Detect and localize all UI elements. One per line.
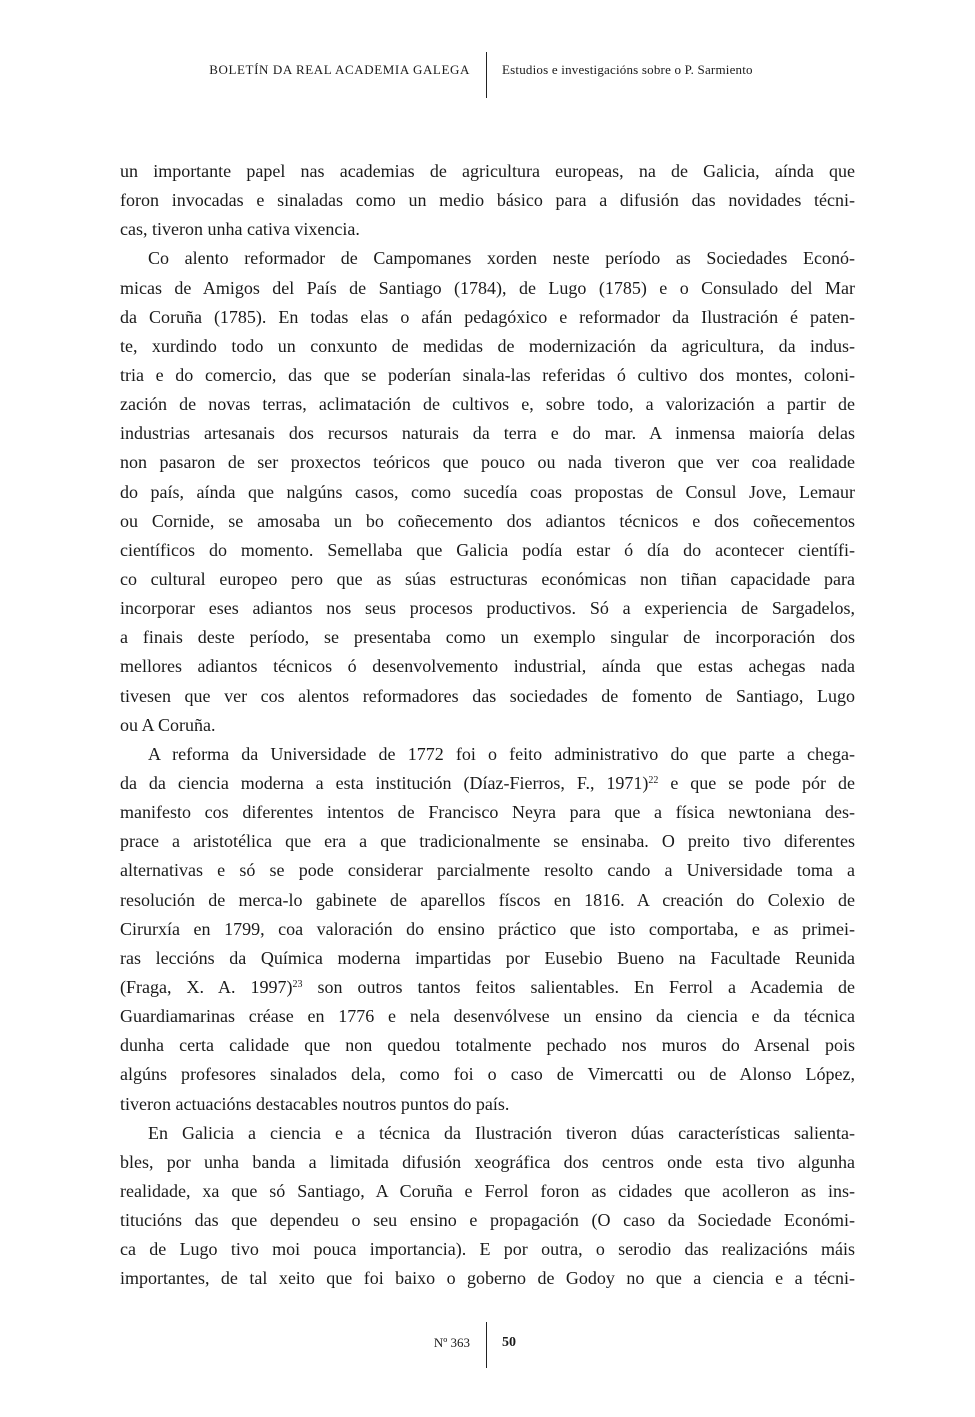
text-line [120, 448, 855, 477]
line-text: da da ciencia moderna a esta institución (Díaz-Fierros, F., 1971) [120, 772, 649, 793]
text-line [120, 507, 855, 536]
line-text: ou A Coruña. [120, 714, 216, 735]
line-text: Co alento reformador de Campomanes xorden neste período as Sociedades Econó- [148, 248, 855, 269]
text-line [120, 827, 855, 856]
text-line [120, 1235, 855, 1264]
text-line [120, 361, 855, 390]
text-line [120, 157, 855, 186]
line-text: industrias artesanais dos recursos naturais da terra e do mar. A inmensa maioría delas [120, 423, 855, 444]
line-text: dunha certa calidade que non quedou totalmente pechado nos muros do Arsenal pois [120, 1035, 855, 1056]
text-line [120, 1002, 855, 1031]
text-line [120, 303, 855, 332]
page-number: 50 [502, 1335, 516, 1350]
text-line [120, 1148, 855, 1177]
paragraph [120, 1119, 855, 1294]
line-text: e que se pode pór de [658, 772, 855, 793]
text-line [120, 332, 855, 361]
line-text: titucións das que dependeu o seu ensino e propagación (O caso da Sociedade Económi- [120, 1210, 855, 1231]
line-text: ou Cornide, se amosaba un bo coñecemento dos adiantos técnicos e dos coñecementos [120, 510, 855, 531]
text-line [120, 944, 855, 973]
text-line [120, 215, 855, 244]
text-line [120, 915, 855, 944]
text-line [120, 1119, 855, 1148]
line-text: co cultural europeo pero que as súas estructuras económicas non tiñan capacidade para [120, 568, 855, 589]
line-text: a finais deste período, se presentaba como un exemplo singular de incorporación dos [120, 627, 855, 648]
text-line [120, 711, 855, 740]
line-text: zación de novas terras, aclimatación de cultivos e, sobre todo, a valorización a partir de [120, 394, 855, 415]
text-line [120, 798, 855, 827]
text-line [120, 565, 855, 594]
line-text: algúns profesores sinalados dela, como foi o caso de Vimercatti ou de Alonso López, [120, 1064, 855, 1085]
line-text: tivesen que ver cos alentos reformadores das sociedades de fomento de Santiago, Lugo [120, 685, 855, 706]
text-line [120, 186, 855, 215]
line-text: importantes, de tal xeito que foi baixo o goberno de Godoy no que a ciencia e a técni- [120, 1268, 855, 1289]
text-line [120, 390, 855, 419]
line-text: tria e do comercio, das que se poderían sinala-las referidas ó cultivo dos montes, coloni- [120, 364, 855, 385]
paragraph [120, 740, 855, 1119]
line-text: realidade, xa que só Santiago, A Coruña e Ferrol foron as cidades que acolleron as ins- [120, 1180, 855, 1201]
line-text: un importante papel nas academias de agricultura europeas, na de Galicia, aínda que [120, 161, 855, 181]
paragraph [120, 244, 855, 739]
text-line [120, 886, 855, 915]
line-text: non pasaron de ser proxectos teóricos que pouco ou nada tiveron que ver coa realidade [120, 452, 855, 473]
line-text: Cirurxía en 1799, coa valoración do ensino práctico que isto comportaba, e as primei- [120, 918, 855, 939]
journal-title: BOLETÍN DA REAL ACADEMIA GALEGA [209, 62, 470, 77]
text-line [120, 652, 855, 681]
line-text: (Fraga, X. A. 1997) [120, 976, 293, 997]
header-divider [486, 52, 487, 98]
text-line [120, 1090, 855, 1119]
issue-number: Nº 363 [433, 1335, 470, 1350]
paragraph [120, 157, 855, 244]
line-text: incorporar eses adiantos nos seus procesos productivos. Só a experiencia de Sargadelos, [120, 598, 855, 619]
text-line [120, 682, 855, 711]
line-text: A reforma da Universidade de 1772 foi o feito administrativo do que parte a chega- [148, 743, 855, 764]
text-line [120, 274, 855, 303]
text-line [120, 740, 855, 769]
line-text: alternativas e só se pode considerar parcialmente resolto cando a Universidade toma a [120, 860, 855, 881]
line-text: Guardiamarinas créase en 1776 e nela desenvólvese un ensino da ciencia e da técnica [120, 1006, 855, 1027]
body-text [120, 157, 855, 1293]
line-text: do país, aínda que nalgúns casos, como sucedía coas propostas de Consul Jove, Lemaur [120, 481, 855, 502]
line-text: mellores adiantos técnicos ó desenvolvemento industrial, aínda que estas achegas nada [120, 656, 855, 677]
text-line [120, 1060, 855, 1089]
line-text: bles, por unha banda a limitada difusión xeográfica dos centros onde esta tivo algunha [120, 1151, 855, 1172]
text-line [120, 1031, 855, 1060]
text-line [120, 1206, 855, 1235]
line-text: cas, tiveron unha cativa vixencia. [120, 219, 360, 240]
line-text: foron invocadas e sinaladas como un medio básico para a difusión das novidades técni- [120, 190, 855, 211]
text-line [120, 1264, 855, 1293]
section-title: Estudios e investigacións sobre o P. Sarmiento [502, 62, 753, 77]
footnote-reference[interactable]: 23 [292, 978, 303, 990]
text-line [120, 419, 855, 448]
line-text: prace a aristotélica que era a que tradicionalmente se ensinaba. O preito tivo diferentes [120, 831, 855, 852]
footer-divider [486, 1322, 487, 1368]
line-text: resolución de merca-lo gabinete de aparellos físcos en 1816. A creación do Colexio de [120, 889, 855, 910]
line-text: tiveron actuacións destacables noutros puntos do país. [120, 1093, 510, 1114]
line-text: manifesto cos diferentes intentos de Francisco Neyra para que a física newtoniana des- [120, 802, 855, 823]
line-text: micas de Amigos del País de Santiago (1784), de Lugo (1785) e o Consulado del Mar [120, 277, 855, 298]
line-text: da Coruña (1785). En todas elas o afán pedagóxico e reformador da Ilustración é paten- [120, 306, 855, 327]
footnote-reference[interactable]: 22 [648, 774, 659, 786]
line-text: ras leccións da Química moderna impartidas por Eusebio Bueno na Facultade Reunida [120, 947, 855, 968]
text-line [120, 478, 855, 507]
text-line [120, 536, 855, 565]
line-text: ca de Lugo tivo moi pouca importancia). E por outra, o serodio das realizacións máis [120, 1239, 855, 1260]
text-line [120, 623, 855, 652]
text-line [120, 244, 855, 273]
line-text: son outros tantos feitos salientables. En Ferrol a Academia de [302, 976, 856, 997]
text-line [120, 594, 855, 623]
text-line [120, 1177, 855, 1206]
line-text: En Galicia a ciencia e a técnica da Ilustración tiveron dúas características salienta- [148, 1122, 855, 1143]
text-line [120, 769, 855, 798]
line-text: te, xurdindo todo un conxunto de medidas de modernización da agricultura, da indus- [120, 335, 855, 356]
text-line [120, 973, 855, 1002]
text-line [120, 856, 855, 885]
line-text: científicos do momento. Semellaba que Galicia podía estar ó día do acontecer científi- [120, 539, 855, 560]
